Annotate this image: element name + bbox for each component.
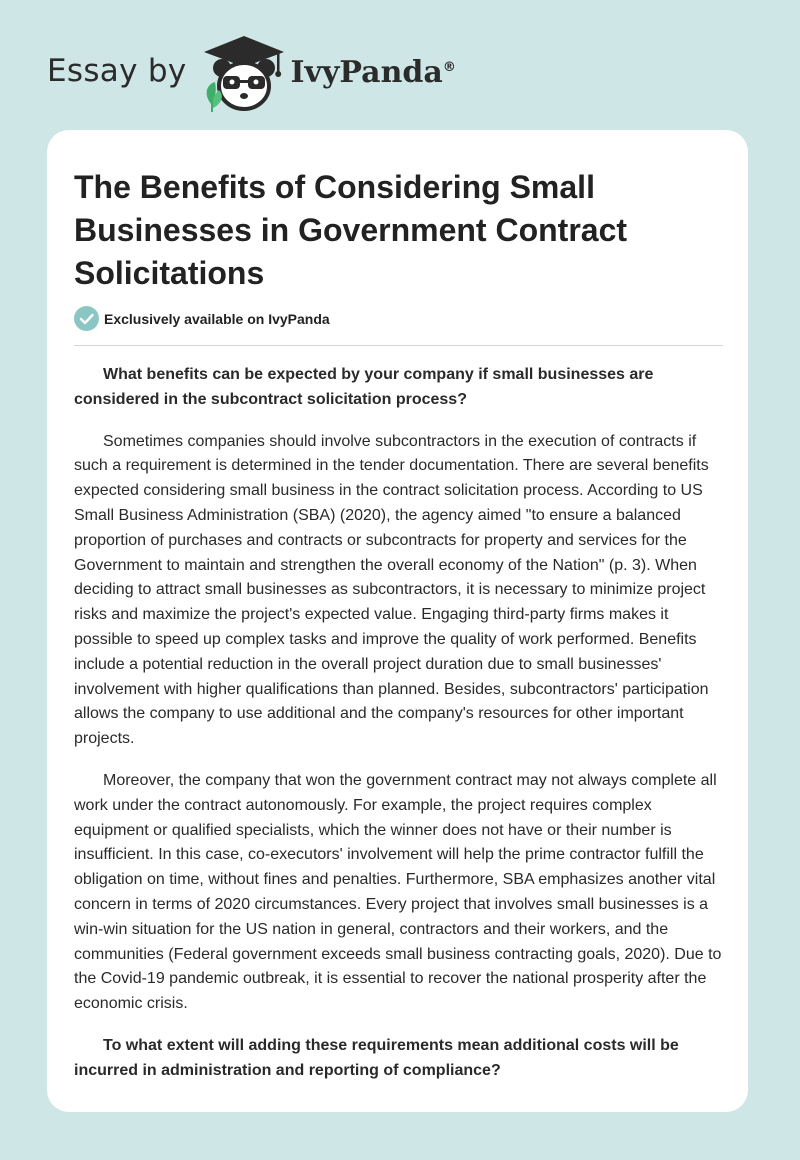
body-paragraph: Sometimes companies should involve subcontractors in the execution of contracts if such a requirement is determined in the tender documentation. There are several benefits expected considering small business in the contract solicitation process. According to US Small Business Administration (SBA) (2020), the agency aimed "to ensure a balanced proportion of purchases and contracts or subcontracts for property and services for the Government to maintain and strengthen the overall economy of the Nation" (p. 3). When deciding to attract small businesses as subcontractors, it is necessary to minimize project risks and maximize the project's expected value. Engaging third-party firms makes it possible to speed up complex tasks and improve the quality of work performed. Benefits include a potential reduction in the overall project duration due to small businesses' involvement with higher qualifications than planned. Besides, subcontractors' participation allows the company to use additional and the company's resources for other important projects.: [74, 432, 709, 748]
title-divider: [74, 345, 723, 346]
article-body: [74, 363, 725, 1101]
check-circle-icon: [74, 306, 99, 331]
question-paragraph: To what extent will adding these requirements mean additional costs will be incurred in administration and reporting of compliance?: [74, 1036, 679, 1079]
exclusive-badge: [74, 306, 330, 331]
brand-name[interactable]: IvyPanda®: [290, 54, 456, 90]
article-title: The Benefits of Considering Small Businesses in Government Contract Solicitations: [74, 169, 628, 291]
body-paragraph: Moreover, the company that won the government contract may not always complete all work under the contract autonomously. For example, the project requires complex equipment or qualified specialists, which the winner does not have or their number is insufficient. In this case, co-executors' involvement will help the prime contractor fulfill the obligation on time, without fines and penalties. Furthermore, SBA emphasizes another vital concern in terms of 2020 circumstances. Every project that involves small businesses is a win-win situation for the US nation in general, contractors and their workers, and the communities (Federal government exceeds small business contracting goals, 2020). Due to the Covid-19 pandemic outbreak, it is essential to recover the national prosperity after the economic crisis.: [74, 771, 722, 1013]
exclusive-badge-label: Exclusively available on IvyPanda: [104, 310, 330, 327]
brand-prefix: Essay by: [47, 53, 187, 89]
panda-graduate-icon[interactable]: [201, 34, 287, 114]
question-paragraph: What benefits can be expected by your company if small businesses are considered in the subcontract solicitation process?: [74, 366, 654, 408]
registered-mark: ®: [442, 59, 456, 75]
article-card: [47, 130, 748, 1112]
site-header: [47, 34, 456, 114]
